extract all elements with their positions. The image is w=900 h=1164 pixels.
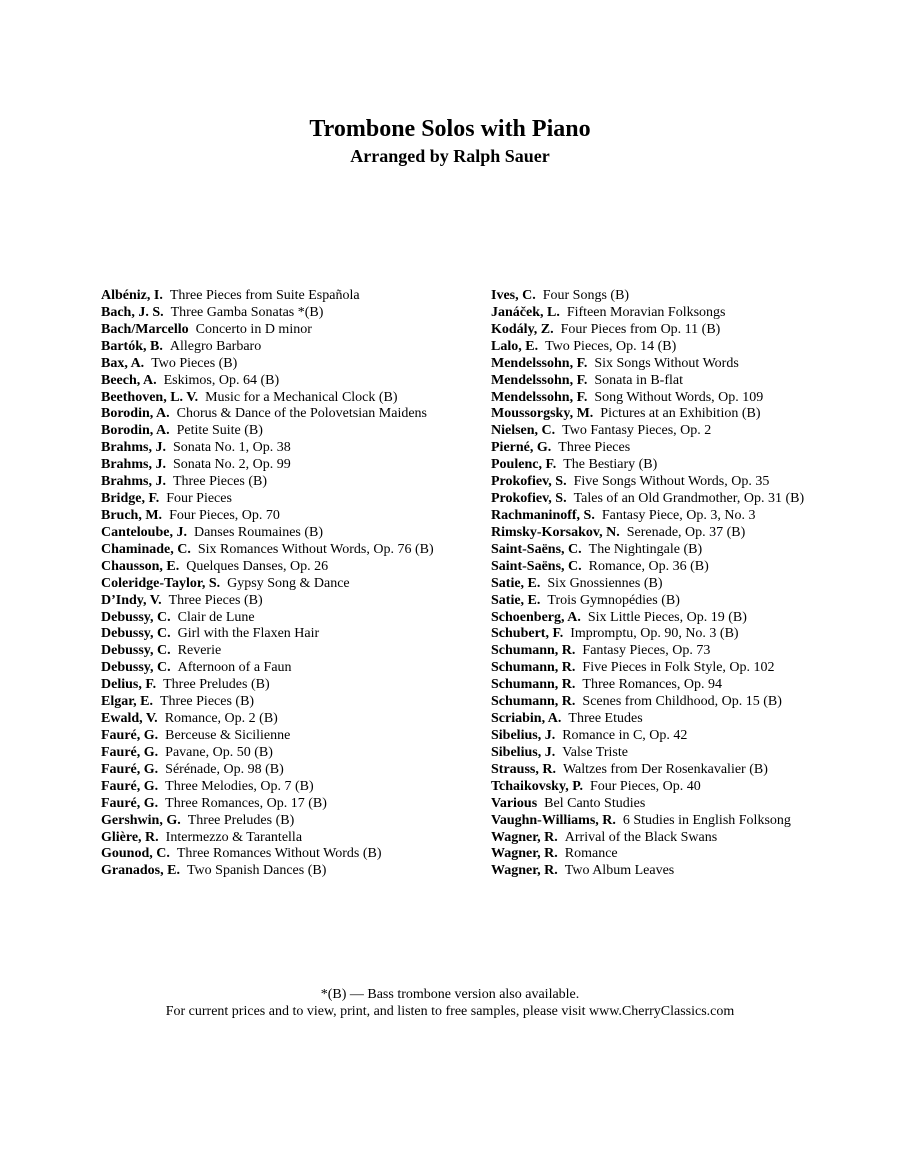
composer-name: Janáček, L. bbox=[491, 304, 560, 320]
work-title: Scenes from Childhood, Op. 15 (B) bbox=[582, 694, 782, 710]
composer-name: Ives, C. bbox=[491, 288, 536, 303]
catalog-entry bbox=[101, 728, 486, 745]
catalog-entry bbox=[491, 423, 891, 440]
composer-name: Debussy, C. bbox=[101, 609, 171, 625]
catalog-entry bbox=[101, 796, 486, 813]
work-title: Three Pieces (B) bbox=[172, 474, 268, 490]
catalog-entry bbox=[101, 711, 486, 728]
composer-name: Bach, J. S. bbox=[101, 304, 164, 320]
work-title: The Bestiary (B) bbox=[563, 457, 658, 473]
work-title: Three Romances Without Words (B) bbox=[176, 846, 382, 862]
work-title: Four Pieces from Op. 11 (B) bbox=[560, 321, 721, 337]
work-title: Three Etudes bbox=[568, 711, 643, 727]
work-title: Valse Triste bbox=[562, 744, 628, 760]
catalog-entry bbox=[491, 406, 891, 423]
work-title: Intermezzo & Tarantella bbox=[165, 829, 303, 845]
work-title: Chorus & Dance of the Polovetsian Maidens bbox=[176, 406, 428, 422]
composer-name: Borodin, A. bbox=[101, 406, 170, 422]
work-title: Trois Gymnopédies (B) bbox=[547, 592, 680, 608]
composer-name: Albéniz, I. bbox=[101, 288, 163, 303]
page-subtitle: Arranged by Ralph Sauer bbox=[350, 146, 550, 166]
work-title: Song Without Words, Op. 109 bbox=[594, 389, 764, 405]
catalog-entry bbox=[491, 356, 891, 373]
composer-name: Elgar, E. bbox=[101, 694, 153, 710]
work-title: Danses Roumaines (B) bbox=[193, 524, 324, 540]
catalog-left-column bbox=[101, 288, 486, 880]
composer-name: Moussorgsky, M. bbox=[491, 406, 594, 422]
work-title: Gypsy Song & Dance bbox=[227, 575, 350, 591]
catalog-entry bbox=[491, 813, 891, 830]
composer-name: Various bbox=[491, 795, 538, 811]
catalog-entry bbox=[101, 643, 486, 660]
work-title: Quelques Danses, Op. 26 bbox=[186, 558, 329, 574]
composer-name: Borodin, A. bbox=[101, 423, 170, 439]
composer-name: Debussy, C. bbox=[101, 660, 171, 676]
catalog-entry bbox=[101, 525, 486, 542]
catalog-entry bbox=[101, 660, 486, 677]
catalog-entry bbox=[101, 440, 486, 457]
composer-name: Nielsen, C. bbox=[491, 423, 556, 439]
catalog-entry bbox=[101, 491, 486, 508]
work-title: Bel Canto Studies bbox=[544, 795, 646, 811]
composer-name: Ewald, V. bbox=[101, 711, 158, 727]
composer-name: Coleridge-Taylor, S. bbox=[101, 575, 221, 591]
work-title: Sérénade, Op. 98 (B) bbox=[165, 761, 284, 777]
catalog-entry bbox=[491, 508, 891, 525]
composer-name: Mendelssohn, F. bbox=[491, 355, 588, 371]
catalog-entry bbox=[101, 677, 486, 694]
catalog-entry bbox=[491, 322, 891, 339]
catalog-entry bbox=[491, 474, 891, 491]
work-title: Pavane, Op. 50 (B) bbox=[165, 744, 273, 760]
composer-name: Delius, F. bbox=[101, 677, 157, 693]
composer-name: Granados, E. bbox=[101, 863, 180, 879]
work-title: Six Songs Without Words bbox=[594, 355, 739, 371]
catalog-entry bbox=[491, 762, 891, 779]
work-title: Eskimos, Op. 64 (B) bbox=[163, 372, 280, 388]
catalog-entry bbox=[101, 542, 486, 559]
website-notice: For current prices and to view, print, and listen to free samples, please visit www.CherryClassics.com bbox=[165, 1004, 735, 1019]
composer-name: Fauré, G. bbox=[101, 761, 159, 777]
composer-name: Schubert, F. bbox=[491, 626, 564, 642]
composer-name: Chausson, E. bbox=[101, 558, 180, 574]
work-title: Reverie bbox=[177, 643, 222, 659]
work-title: Four Pieces bbox=[166, 491, 232, 507]
catalog-entry bbox=[491, 457, 891, 474]
composer-name: Mendelssohn, F. bbox=[491, 372, 588, 388]
composer-name: Schumann, R. bbox=[491, 643, 576, 659]
work-title: Pictures at an Exhibition (B) bbox=[600, 406, 761, 422]
composer-name: Kodály, Z. bbox=[491, 321, 554, 337]
work-title: Four Pieces, Op. 70 bbox=[169, 507, 280, 523]
work-title: Sonata in B-flat bbox=[594, 372, 683, 388]
composer-name: Wagner, R. bbox=[491, 863, 558, 879]
composer-name: Wagner, R. bbox=[491, 846, 558, 862]
composer-name: Prokofiev, S. bbox=[491, 474, 567, 490]
catalog-entry bbox=[101, 779, 486, 796]
composer-name: Fauré, G. bbox=[101, 744, 159, 760]
catalog-entry bbox=[491, 677, 891, 694]
work-title: Allegro Barbaro bbox=[169, 338, 262, 354]
work-title: Waltzes from Der Rosenkavalier (B) bbox=[562, 761, 768, 777]
composer-name: Tchaikovsky, P. bbox=[491, 778, 583, 794]
catalog-entry bbox=[491, 728, 891, 745]
catalog-right-column bbox=[491, 288, 891, 880]
composer-name: Lalo, E. bbox=[491, 338, 539, 354]
composer-name: Beech, A. bbox=[101, 372, 157, 388]
catalog-entry bbox=[491, 559, 891, 576]
composer-name: Gounod, C. bbox=[101, 846, 170, 862]
composer-name: Satie, E. bbox=[491, 592, 541, 608]
work-title: Six Gnossiennes (B) bbox=[547, 575, 663, 591]
work-title: Arrival of the Black Swans bbox=[564, 829, 718, 845]
composer-name: Saint-Saëns, C. bbox=[491, 558, 582, 574]
catalog-entry bbox=[491, 593, 891, 610]
composer-name: Chaminade, C. bbox=[101, 541, 191, 557]
catalog-entry bbox=[491, 796, 891, 813]
composer-name: Schumann, R. bbox=[491, 694, 576, 710]
work-title: Fantasy Piece, Op. 3, No. 3 bbox=[601, 507, 756, 523]
catalog-entry bbox=[101, 288, 486, 305]
work-title: Five Songs Without Words, Op. 35 bbox=[573, 474, 770, 490]
composer-name: Brahms, J. bbox=[101, 440, 166, 456]
page-title: Trombone Solos with Piano bbox=[309, 116, 591, 142]
work-title: Three Pieces (B) bbox=[168, 592, 263, 608]
work-title: Romance in C, Op. 42 bbox=[562, 727, 688, 743]
work-title: Three Pieces (B) bbox=[160, 694, 255, 710]
composer-name: Wagner, R. bbox=[491, 829, 558, 845]
composer-name: Schoenberg, A. bbox=[491, 609, 581, 625]
composer-name: Rachmaninoff, S. bbox=[491, 507, 595, 523]
work-title: Three Preludes (B) bbox=[187, 812, 295, 828]
catalog-entry bbox=[101, 474, 486, 491]
catalog-entry bbox=[491, 373, 891, 390]
work-title: Concerto in D minor bbox=[195, 321, 312, 337]
work-title: Fantasy Pieces, Op. 73 bbox=[582, 643, 711, 659]
work-title: Three Gamba Sonatas *(B) bbox=[170, 304, 324, 320]
work-title: Two Album Leaves bbox=[564, 863, 675, 879]
composer-name: Schumann, R. bbox=[491, 677, 576, 693]
work-title: Serenade, Op. 37 (B) bbox=[626, 524, 746, 540]
work-title: Six Romances Without Words, Op. 76 (B) bbox=[197, 541, 434, 557]
catalog-entry bbox=[491, 390, 891, 407]
catalog-entry bbox=[101, 305, 486, 322]
work-title: Three Pieces bbox=[558, 440, 631, 456]
composer-name: Strauss, R. bbox=[491, 761, 556, 777]
catalog-entry bbox=[491, 610, 891, 627]
bass-trombone-footnote: *(B) — Bass trombone version also available. bbox=[320, 987, 580, 1002]
catalog-entry bbox=[491, 525, 891, 542]
catalog-entry bbox=[491, 694, 891, 711]
composer-name: Brahms, J. bbox=[101, 474, 166, 490]
composer-name: Canteloube, J. bbox=[101, 524, 187, 540]
composer-name: Bax, A. bbox=[101, 355, 145, 371]
work-title: Impromptu, Op. 90, No. 3 (B) bbox=[570, 626, 739, 642]
work-title: Clair de Lune bbox=[177, 609, 255, 625]
work-title: Four Pieces, Op. 40 bbox=[589, 778, 701, 794]
work-title: Petite Suite (B) bbox=[176, 423, 263, 439]
composer-name: Schumann, R. bbox=[491, 660, 576, 676]
catalog-entry bbox=[101, 813, 486, 830]
composer-name: Fauré, G. bbox=[101, 795, 159, 811]
catalog-entry bbox=[101, 508, 486, 525]
work-title: Six Little Pieces, Op. 19 (B) bbox=[587, 609, 747, 625]
composer-name: Mendelssohn, F. bbox=[491, 389, 588, 405]
catalog-entry bbox=[491, 440, 891, 457]
catalog-entry bbox=[491, 288, 891, 305]
work-title: Tales of an Old Grandmother, Op. 31 (B) bbox=[573, 491, 805, 507]
catalog-entry bbox=[101, 863, 486, 880]
catalog-entry bbox=[491, 339, 891, 356]
work-title: 6 Studies in English Folksong bbox=[622, 812, 791, 828]
composer-name: Fauré, G. bbox=[101, 778, 159, 794]
catalog-entry bbox=[491, 491, 891, 508]
catalog-entry bbox=[101, 339, 486, 356]
catalog-entry bbox=[101, 694, 486, 711]
catalog-entry bbox=[491, 643, 891, 660]
composer-name: Pierné, G. bbox=[491, 440, 552, 456]
composer-name: Sibelius, J. bbox=[491, 744, 556, 760]
composer-name: Satie, E. bbox=[491, 575, 541, 591]
catalog-entry bbox=[491, 779, 891, 796]
work-title: Two Spanish Dances (B) bbox=[186, 863, 327, 879]
composer-name: Bach/Marcello bbox=[101, 321, 189, 337]
work-title: Two Pieces, Op. 14 (B) bbox=[545, 338, 677, 354]
work-title: Sonata No. 2, Op. 99 bbox=[172, 457, 291, 473]
catalog-entry bbox=[101, 559, 486, 576]
composer-name: Bruch, M. bbox=[101, 507, 163, 523]
catalog-entry bbox=[101, 423, 486, 440]
work-title: Three Romances, Op. 17 (B) bbox=[165, 795, 327, 811]
work-title: Fifteen Moravian Folksongs bbox=[566, 304, 726, 320]
composer-name: Debussy, C. bbox=[101, 626, 171, 642]
catalog-entry bbox=[491, 745, 891, 762]
catalog-entry bbox=[491, 626, 891, 643]
catalog-entry bbox=[101, 322, 486, 339]
composer-name: Vaughn-Williams, R. bbox=[491, 812, 616, 828]
catalog-entry bbox=[491, 305, 891, 322]
catalog-entry bbox=[101, 390, 486, 407]
composer-name: D’Indy, V. bbox=[101, 592, 162, 608]
catalog-entry bbox=[491, 576, 891, 593]
catalog-entry bbox=[491, 830, 891, 847]
catalog-entry bbox=[491, 542, 891, 559]
composer-name: Brahms, J. bbox=[101, 457, 166, 473]
work-title: Two Pieces (B) bbox=[151, 355, 238, 371]
work-title: Three Melodies, Op. 7 (B) bbox=[165, 778, 314, 794]
catalog-entry bbox=[101, 356, 486, 373]
composer-name: Bridge, F. bbox=[101, 491, 160, 507]
catalog-entry bbox=[101, 406, 486, 423]
work-title: Music for a Mechanical Clock (B) bbox=[205, 389, 398, 405]
catalog-entry bbox=[491, 846, 891, 863]
work-title: Two Fantasy Pieces, Op. 2 bbox=[562, 423, 712, 439]
work-title: Berceuse & Sicilienne bbox=[165, 727, 291, 743]
composer-name: Saint-Saëns, C. bbox=[491, 541, 582, 557]
catalog-entry bbox=[101, 626, 486, 643]
catalog-entry bbox=[101, 762, 486, 779]
catalog-entry bbox=[101, 745, 486, 762]
work-title: Sonata No. 1, Op. 38 bbox=[172, 440, 291, 456]
work-title: Romance bbox=[564, 846, 618, 862]
catalog-entry bbox=[101, 846, 486, 863]
work-title: Five Pieces in Folk Style, Op. 102 bbox=[582, 660, 775, 676]
work-title: Three Pieces from Suite Española bbox=[169, 288, 360, 303]
catalog-entry bbox=[101, 830, 486, 847]
catalog-entry bbox=[491, 711, 891, 728]
work-title: Three Preludes (B) bbox=[163, 677, 270, 693]
catalog-entry bbox=[491, 660, 891, 677]
catalog-entry bbox=[101, 576, 486, 593]
composer-name: Rimsky-Korsakov, N. bbox=[491, 524, 620, 540]
composer-name: Beethoven, L. V. bbox=[101, 389, 199, 405]
composer-name: Gershwin, G. bbox=[101, 812, 181, 828]
catalog-entry bbox=[101, 593, 486, 610]
composer-name: Scriabin, A. bbox=[491, 711, 562, 727]
catalog-entry bbox=[101, 457, 486, 474]
composer-name: Fauré, G. bbox=[101, 727, 159, 743]
catalog-entry bbox=[101, 373, 486, 390]
composer-name: Poulenc, F. bbox=[491, 457, 557, 473]
work-title: Afternoon of a Faun bbox=[177, 660, 292, 676]
work-title: Girl with the Flaxen Hair bbox=[177, 626, 320, 642]
work-title: The Nightingale (B) bbox=[588, 541, 703, 557]
work-title: Four Songs (B) bbox=[542, 288, 630, 303]
composer-name: Bartók, B. bbox=[101, 338, 163, 354]
composer-name: Glière, R. bbox=[101, 829, 159, 845]
composer-name: Prokofiev, S. bbox=[491, 491, 567, 507]
composer-name: Sibelius, J. bbox=[491, 727, 556, 743]
work-title: Romance, Op. 36 (B) bbox=[588, 558, 709, 574]
composer-name: Debussy, C. bbox=[101, 643, 171, 659]
catalog-entry bbox=[101, 610, 486, 627]
work-title: Three Romances, Op. 94 bbox=[582, 677, 722, 693]
catalog-entry bbox=[491, 863, 891, 880]
work-title: Romance, Op. 2 (B) bbox=[164, 711, 278, 727]
